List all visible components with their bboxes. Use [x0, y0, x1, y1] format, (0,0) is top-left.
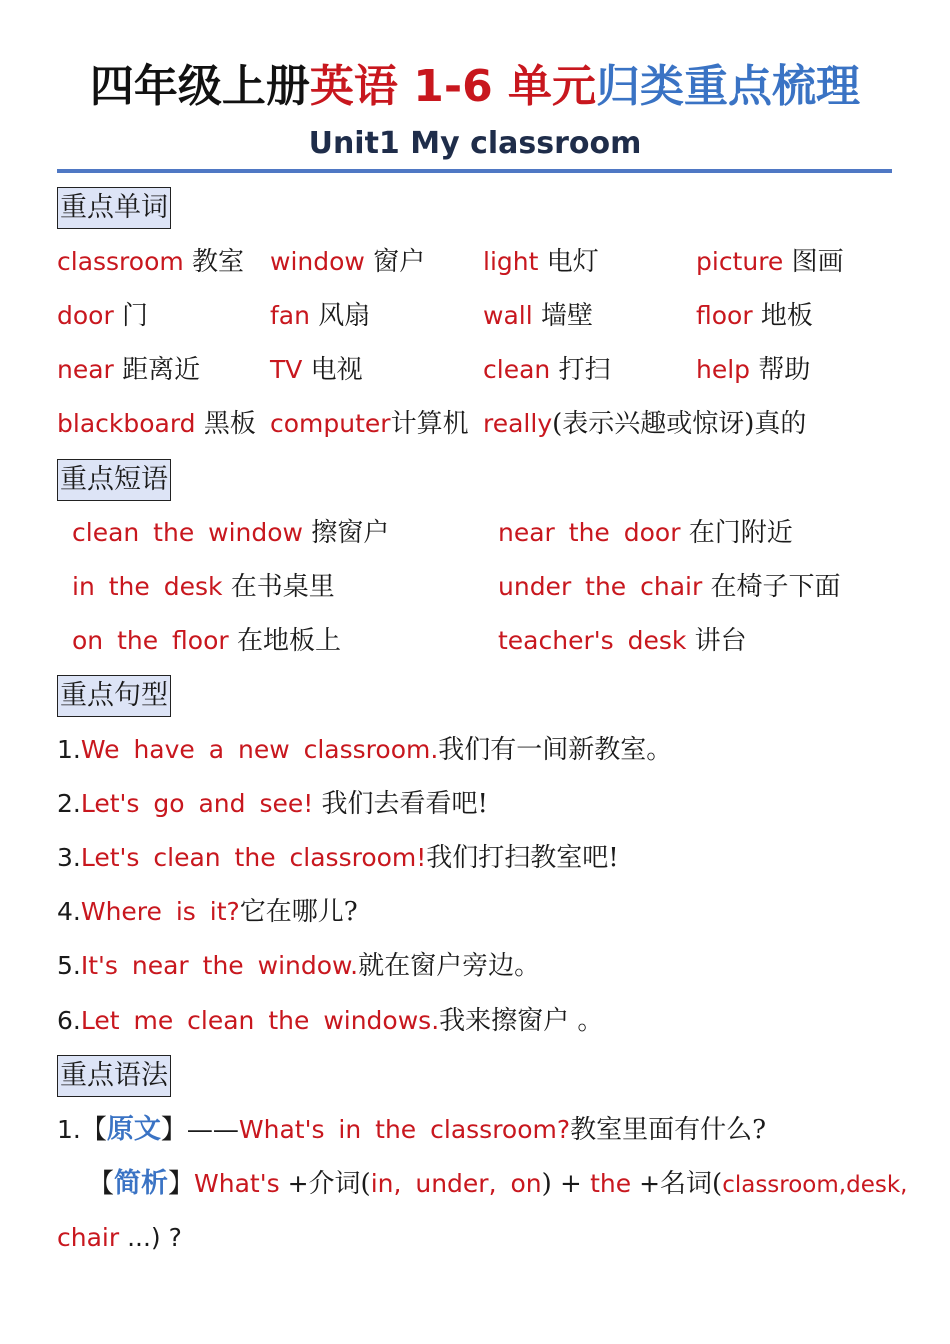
vocab-chinese: 电灯: [546, 247, 599, 277]
vocab-english: fan: [270, 301, 310, 330]
sentence-item: [57, 730, 672, 770]
label-original: 原文: [106, 1114, 161, 1145]
analysis-chinese: ) +: [541, 1169, 591, 1199]
vocab-item: [483, 404, 806, 444]
vocab-chinese: 窗户: [373, 247, 426, 277]
vocab-english: wall: [483, 301, 533, 330]
vocab-english: computer: [270, 409, 391, 438]
grammar-number: 1.: [57, 1115, 81, 1144]
vocab-english: near: [57, 355, 114, 384]
vocab-chinese: 电视: [310, 355, 363, 385]
sentence-number: 1.: [57, 735, 81, 764]
sentence-chinese: 就在窗户旁边。: [358, 951, 541, 981]
analysis-english: the: [590, 1169, 632, 1198]
phrase-item: [72, 621, 341, 661]
bracket-open: 【: [80, 1115, 107, 1145]
vocab-item: [483, 242, 599, 282]
vocab-chinese: 图画: [791, 247, 844, 277]
page-title: [0, 58, 950, 116]
analysis-chinese: 名词(: [660, 1169, 723, 1199]
sentence-english: We have a new classroom.: [80, 735, 439, 764]
sentence-english: Let's go and see!: [80, 789, 314, 818]
vocab-item: [270, 350, 363, 390]
vocab-item: [270, 296, 370, 336]
analysis-tail: ...) ?: [119, 1223, 182, 1252]
vocab-item: [57, 296, 148, 336]
phrase-chinese: 在地板上: [236, 626, 341, 656]
title-part-grade: 四年级上册: [89, 61, 310, 112]
vocab-chinese: 地板: [760, 301, 813, 331]
phrase-english: teacher's desk: [498, 626, 687, 655]
vocab-row: [0, 242, 950, 282]
vocab-english: floor: [696, 301, 753, 330]
vocab-item: [57, 404, 256, 444]
vocab-item: [57, 350, 200, 390]
vocab-chinese: 黑板: [203, 409, 256, 439]
vocab-item: [57, 242, 244, 282]
phrase-item: [72, 513, 389, 553]
sentence-number: 3.: [57, 843, 81, 872]
grammar-chinese: 教室里面有什么?: [570, 1115, 767, 1145]
analysis-english: What's: [194, 1169, 280, 1198]
vocab-row: [0, 404, 950, 444]
sentence-chinese: 我们打扫教室吧!: [426, 843, 619, 873]
phrase-english: in the desk: [72, 572, 223, 601]
dash: ——: [186, 1115, 239, 1145]
sentence-chinese: 我来擦窗户 。: [439, 1006, 604, 1036]
analysis-english: classroom,desk,: [722, 1172, 908, 1198]
vocab-english: classroom: [57, 247, 184, 276]
phrase-row: [0, 621, 950, 661]
grammar-original: [57, 1110, 766, 1150]
vocab-chinese: 门: [122, 301, 149, 331]
vocab-english: window: [270, 247, 365, 276]
sentence-item: [57, 1001, 603, 1041]
phrase-chinese: 讲台: [694, 626, 747, 656]
vocab-english: door: [57, 301, 114, 330]
sentence-item: [57, 838, 619, 878]
sentence-item: [57, 892, 358, 932]
phrase-chinese: 在书桌里: [230, 572, 335, 602]
plus-sign: +: [631, 1169, 661, 1198]
phrase-english: under the chair: [498, 572, 703, 601]
analysis-chinese: 介词(: [308, 1169, 371, 1199]
sentence-number: 5.: [57, 951, 81, 980]
sentence-item: [57, 784, 488, 824]
bracket-open: 【: [88, 1169, 115, 1199]
phrase-item: [498, 621, 747, 661]
sentence-chinese: 它在哪儿?: [239, 897, 358, 927]
vocab-chinese: 风扇: [318, 301, 371, 331]
phrase-chinese: 在椅子下面: [710, 572, 841, 602]
sentence-number: 2.: [57, 789, 81, 818]
title-divider: [57, 169, 892, 173]
grammar-english: What's in the classroom?: [238, 1115, 571, 1144]
vocab-english: clean: [483, 355, 551, 384]
section-heading-grammar: 重点语法: [57, 1055, 171, 1097]
sentence-english: Let me clean the windows.: [80, 1006, 440, 1035]
vocab-english: picture: [696, 247, 784, 276]
vocab-chinese: 教室: [192, 247, 245, 277]
phrase-english: clean the window: [72, 518, 304, 547]
section-heading-sentences: 重点句型: [57, 675, 171, 717]
vocab-item: [696, 296, 813, 336]
vocab-row: [0, 296, 950, 336]
phrase-row: [0, 567, 950, 607]
phrase-english: on the floor: [72, 626, 229, 655]
vocab-chinese: 距离近: [122, 355, 201, 385]
phrase-chinese: 擦窗户: [311, 518, 390, 548]
vocab-item: [696, 242, 844, 282]
bracket-close: 】: [160, 1115, 187, 1145]
vocab-english: blackboard: [57, 409, 196, 438]
section-heading-vocabulary: 重点单词: [57, 187, 171, 229]
sentence-number: 6.: [57, 1006, 81, 1035]
phrase-chinese: 在门附近: [688, 518, 793, 548]
vocab-item: [270, 242, 425, 282]
bracket-close: 】: [168, 1169, 195, 1199]
vocab-chinese: 计算机: [390, 409, 469, 439]
analysis-english: in, under, on: [370, 1169, 542, 1198]
label-analysis: 简析: [114, 1168, 169, 1199]
phrase-item: [72, 567, 335, 607]
section-heading-phrases: 重点短语: [57, 459, 171, 501]
vocab-chinese: (表示兴趣或惊讶)真的: [552, 409, 807, 439]
vocab-english: really: [483, 409, 553, 438]
grammar-analysis: [88, 1164, 907, 1205]
vocab-item: [696, 350, 810, 390]
analysis-english: chair: [57, 1223, 120, 1252]
vocab-item: [270, 404, 469, 444]
vocab-chinese: 墙壁: [540, 301, 593, 331]
sentence-chinese: 我们去看看吧!: [321, 789, 488, 819]
phrase-row: [0, 513, 950, 553]
vocab-row: [0, 350, 950, 390]
vocab-item: [483, 296, 593, 336]
sentence-english: Where is it?: [80, 897, 240, 926]
vocab-chinese: 打扫: [558, 355, 611, 385]
vocab-chinese: 帮助: [758, 355, 811, 385]
vocab-english: TV: [270, 355, 303, 384]
title-part-topic: 归类重点梳理: [596, 61, 861, 112]
unit-title: Unit1 My classroom: [308, 126, 642, 161]
sentence-number: 4.: [57, 897, 81, 926]
grammar-analysis-continued: [57, 1218, 182, 1258]
sentence-item: [57, 946, 540, 986]
plus-sign: +: [279, 1169, 309, 1198]
sentence-english: Let's clean the classroom!: [80, 843, 427, 872]
vocab-item: [483, 350, 611, 390]
vocab-english: help: [696, 355, 751, 384]
phrase-item: [498, 567, 841, 607]
vocab-english: light: [483, 247, 539, 276]
title-part-subject: 英语 1-6 单元: [309, 61, 597, 112]
phrase-english: near the door: [498, 518, 681, 547]
sentence-english: It's near the window.: [80, 951, 359, 980]
sentence-chinese: 我们有一间新教室。: [438, 735, 673, 765]
phrase-item: [498, 513, 793, 553]
